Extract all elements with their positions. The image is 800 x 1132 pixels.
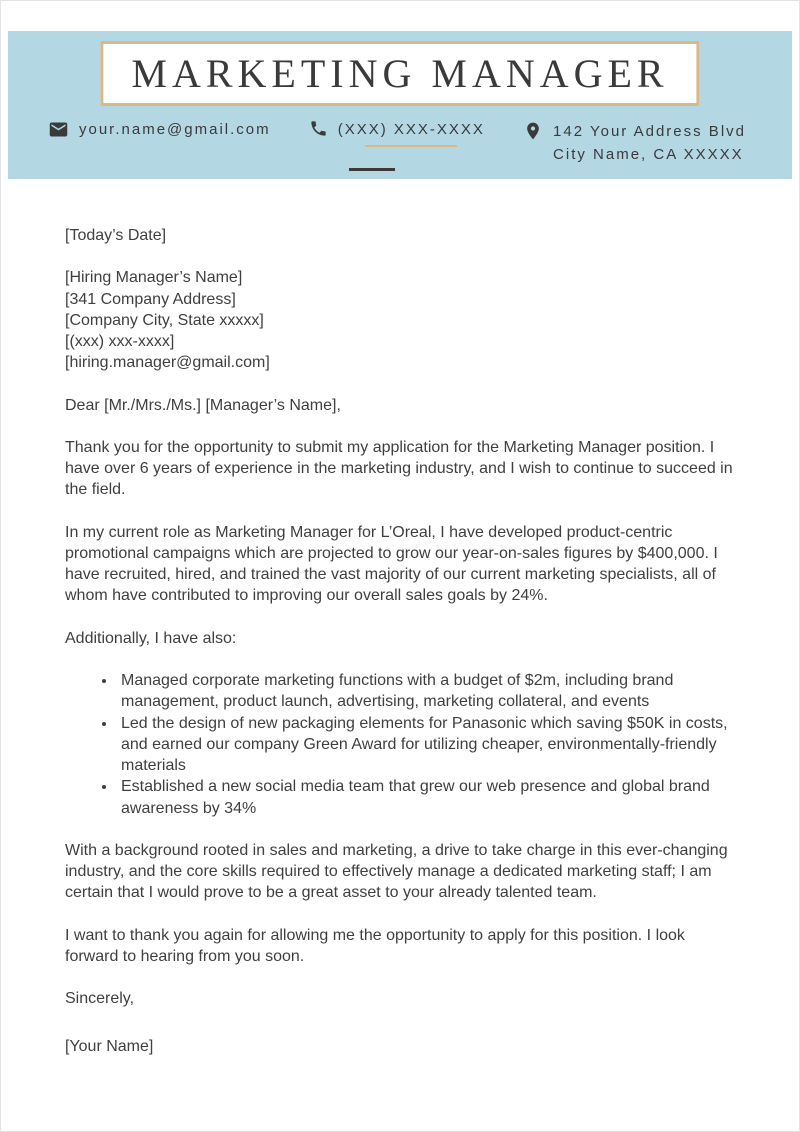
- address-line-1: 142 Your Address Blvd: [553, 123, 746, 140]
- bullets-intro: Additionally, I have also:: [65, 629, 237, 647]
- contact-email: [48, 119, 271, 140]
- header-band: [8, 31, 792, 179]
- decorative-dash: [349, 168, 395, 171]
- contact-email-text: your.name@gmail.com: [79, 121, 271, 138]
- job-title-box: [100, 41, 699, 106]
- page-title: MARKETING MANAGER: [131, 51, 669, 96]
- phone-icon: [309, 119, 328, 138]
- phone-number: (XXX) XXX-XXXX: [337, 121, 485, 138]
- letter-body: [1, 179, 799, 1058]
- location-pin-icon: [523, 119, 543, 143]
- closing-paragraph: With a background rooted in sales and marketing, a drive to take charge in this ever-changing industry, and the core skills required to effectively manage a dedicated marketing staff; I am certain that I would prove to be a great asset to your already talented team.: [65, 841, 728, 902]
- contact-phone: [309, 119, 485, 147]
- bullet-item: • Established a new social media team that grew our web presence and global brand awareness by 34%: [117, 776, 735, 819]
- recipient-line: [hiring.manager@gmail.com]: [65, 354, 270, 372]
- mail-icon: [48, 119, 69, 140]
- salutation: Dear [Mr./Mrs./Ms.] [Manager’s Name],: [65, 396, 341, 414]
- bullet-item: • Managed corporate marketing functions with a budget of $2m, including brand management, product launch, advertising, marketing collateral, and events: [117, 670, 735, 713]
- achievement-list: [65, 670, 735, 819]
- contact-address-text: [553, 119, 746, 166]
- contact-address: [523, 119, 746, 166]
- date-line: [Today’s Date]: [65, 227, 167, 244]
- recipient-line: [Hiring Manager’s Name]: [65, 269, 243, 287]
- paragraph-experience: In my current role as Marketing Manager for L’Oreal, I have developed product-centric promotional campaigns which are projected to grow our year-on-sales figures by $400,000. I have recruited, hired, and trained the vast majority of our current marketing specialists, all of whom have contributed to improving our overall sales goals by 24%.: [65, 523, 718, 605]
- thanks-paragraph: I want to thank you again for allowing me the opportunity to apply for this position. I look forward to hearing from you soon.: [65, 926, 685, 965]
- recipient-block: [65, 267, 735, 373]
- recipient-line: [Company City, State xxxxx]: [65, 311, 264, 329]
- signature: [Your Name]: [65, 1038, 154, 1056]
- contact-phone-text: [338, 119, 485, 147]
- phone-underline: [365, 145, 457, 147]
- bullet-item: • Led the design of new packaging elements for Panasonic which saving $50K in costs, and earned our company Green Award for utilizing cheaper, environmentally-friendly materials: [117, 713, 735, 777]
- recipient-line: [(xxx) xxx-xxxx]: [65, 333, 175, 351]
- recipient-line: [341 Company Address]: [65, 290, 236, 308]
- signoff: Sincerely,: [65, 990, 135, 1008]
- address-line-2: City Name, CA XXXXX: [553, 145, 744, 163]
- paragraph-intro: Thank you for the opportunity to submit my application for the Marketing Manager position. I have over 6 years of experience in the marketing industry, and I wish to continue to succeed in the field.: [65, 438, 733, 499]
